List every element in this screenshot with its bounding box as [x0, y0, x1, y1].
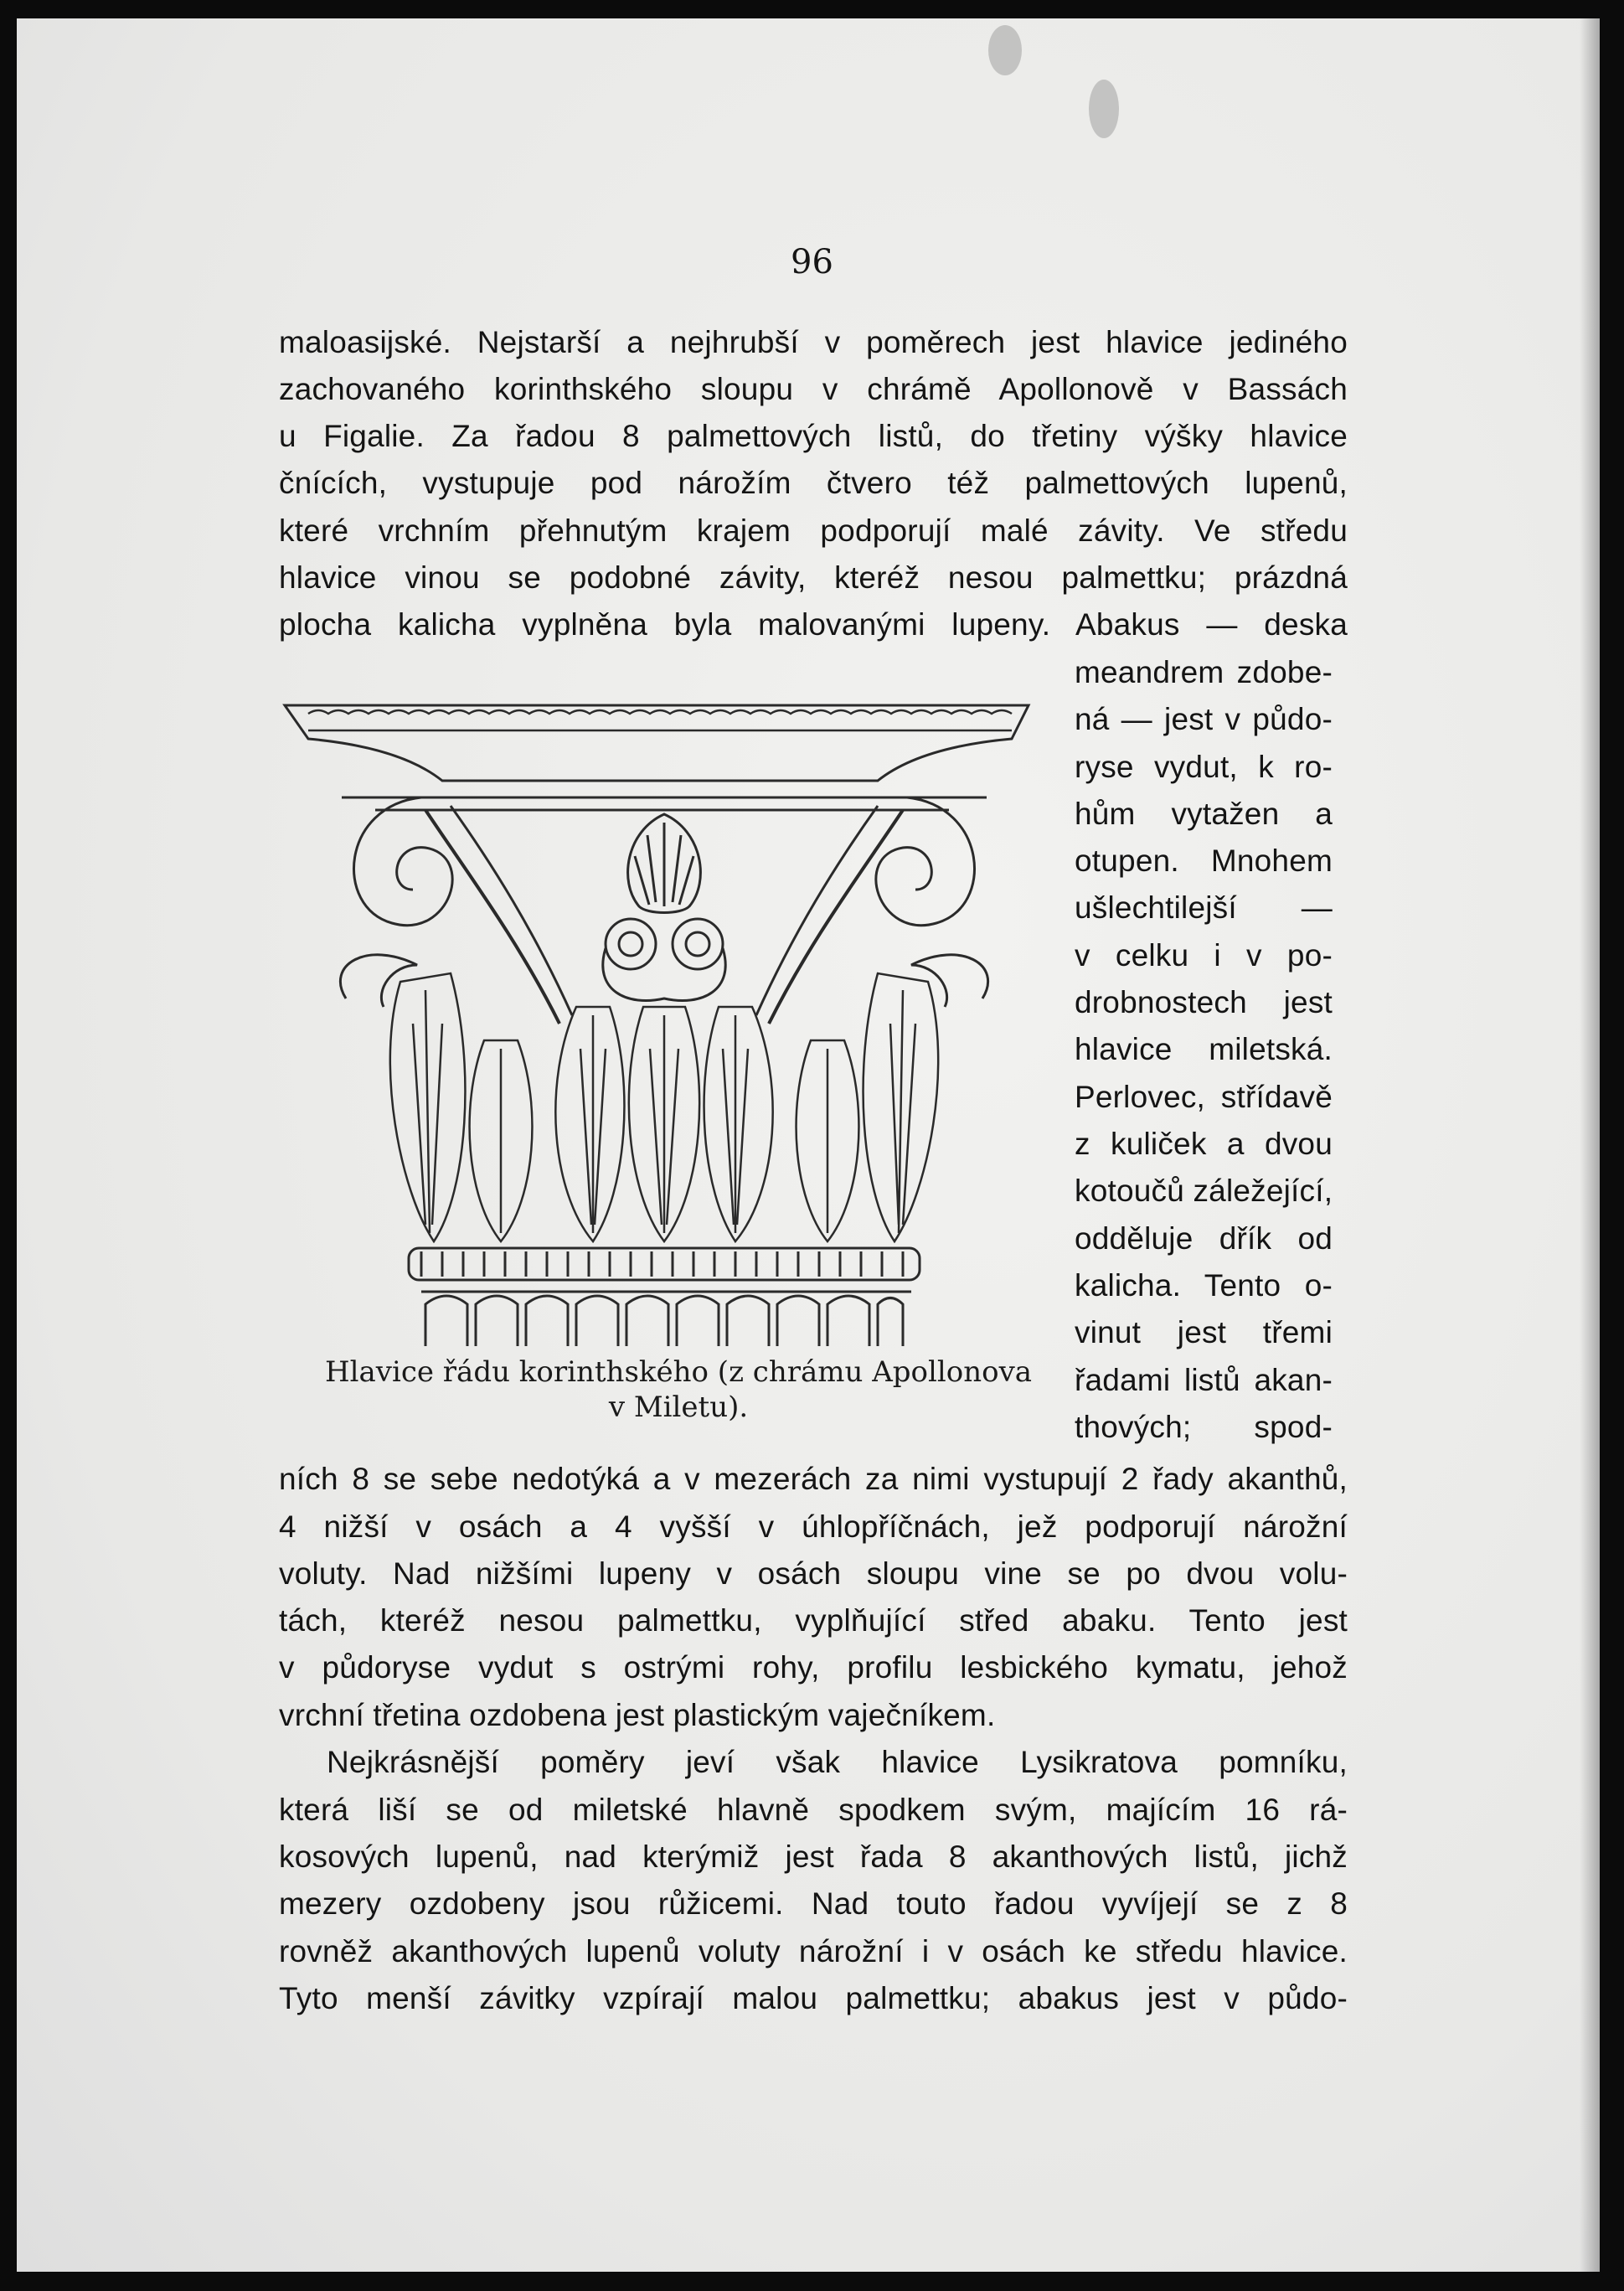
side-text-line: ušlechtilejší — [1075, 890, 1333, 925]
side-text-line: ná — jest v půdo- [1075, 702, 1333, 736]
side-text-line: Perlovec, střídavě [1075, 1080, 1333, 1114]
side-text-line: vinut jest třemi [1075, 1315, 1333, 1349]
side-text-line: z kuliček a dvou [1075, 1127, 1333, 1161]
side-text-line: v celku i v po- [1075, 938, 1333, 973]
caption-line: v Miletu). [608, 1391, 749, 1424]
text-line: v půdoryse vydut s ostrými rohy, profilu lesbického kymatu, jehož [279, 1650, 1348, 1685]
text-line: mezery ozdobeny jsou růžicemi. Nad touto řadou vyvíjejí se z 8 [279, 1886, 1348, 1921]
text-line: rovněž akanthových lupenů voluty nárožní i v osách ke středu hlavice. [279, 1934, 1348, 1969]
side-text-line: řadami listů akan- [1075, 1363, 1333, 1397]
text-line: hlavice vinou se podobné závity, kteréž nesou palmettku; prázdná [279, 560, 1348, 595]
side-text-line: kalicha. Tento o- [1075, 1268, 1333, 1303]
text-line: tách, kteréž nesou palmettku, vyplňující střed abaku. Tento jest [279, 1603, 1348, 1638]
text-line: u Figalie. Za řadou 8 palmettových listů, do třetiny výšky hlavice [279, 419, 1348, 453]
text-line: voluty. Nad nižšími lupeny v osách sloupu vine se po dvou volu- [279, 1556, 1348, 1591]
caption-line: Hlavice řádu korinthského (z chrámu Apollonova [324, 1355, 1033, 1389]
side-text-line: thových; spod- [1075, 1410, 1333, 1444]
text-line: ních 8 se sebe nedotýká a v mezerách za nimi vystupují 2 řady akanthů, [279, 1462, 1348, 1496]
side-text-line: odděluje dřík od [1075, 1221, 1333, 1256]
text-line: které vrchním přehnutým krajem podporují malé závity. Ve středu [279, 513, 1348, 548]
paragraph-first-line: Nejkrásnější poměry jeví však hlavice Lysikratova pomníku, [327, 1745, 1348, 1779]
text-line: Tyto menší závitky vzpírají malou palmettku; abakus jest v půdo- [279, 1981, 1348, 2015]
text-line: 4 nižší v osách a 4 vyšší v úhlopříčnách, jež podporují nárožní [279, 1509, 1348, 1544]
side-text-line: otupen. Mnohem [1075, 844, 1333, 878]
text-line: která liší se od miletské hlavně spodkem svým, majícím 16 rá- [279, 1793, 1348, 1827]
page-number: 96 [791, 243, 833, 281]
paper-smudge [988, 25, 1022, 75]
page-edge-shadow [1580, 18, 1600, 2272]
side-text-line: hlavice miletská. [1075, 1032, 1333, 1066]
text-line: vrchní třetina ozdobena jest plastickým vaječníkem. [279, 1698, 996, 1732]
text-line: kosových lupenů, nad kterýmiž jest řada 8 akanthových listů, jichž [279, 1840, 1348, 1874]
side-text-line: drobnostech jest [1075, 985, 1333, 1019]
text-line: zachovaného korinthského sloupu v chrámě Apollonově v Bassách [279, 372, 1348, 406]
figure-caption [310, 1354, 1047, 1425]
side-text-line: meandrem zdobe- [1075, 655, 1333, 689]
side-text-line: hům vytažen a [1075, 797, 1333, 831]
corinthian-capital-illustration [275, 689, 1054, 1350]
text-line: plocha kalicha vyplněna byla malovanými lupeny. Abakus — deska [279, 607, 1348, 642]
text-line: čnících, vystupuje pod nárožím čtvero též palmettových lupenů, [279, 466, 1348, 500]
side-text-line: ryse vydut, k ro- [1075, 750, 1333, 784]
side-text-line: kotoučů záležející, [1075, 1174, 1333, 1208]
text-line: maloasijské. Nejstarší a nejhrubší v poměrech jest hlavice jediného [279, 325, 1348, 359]
paper-smudge [1089, 80, 1119, 138]
